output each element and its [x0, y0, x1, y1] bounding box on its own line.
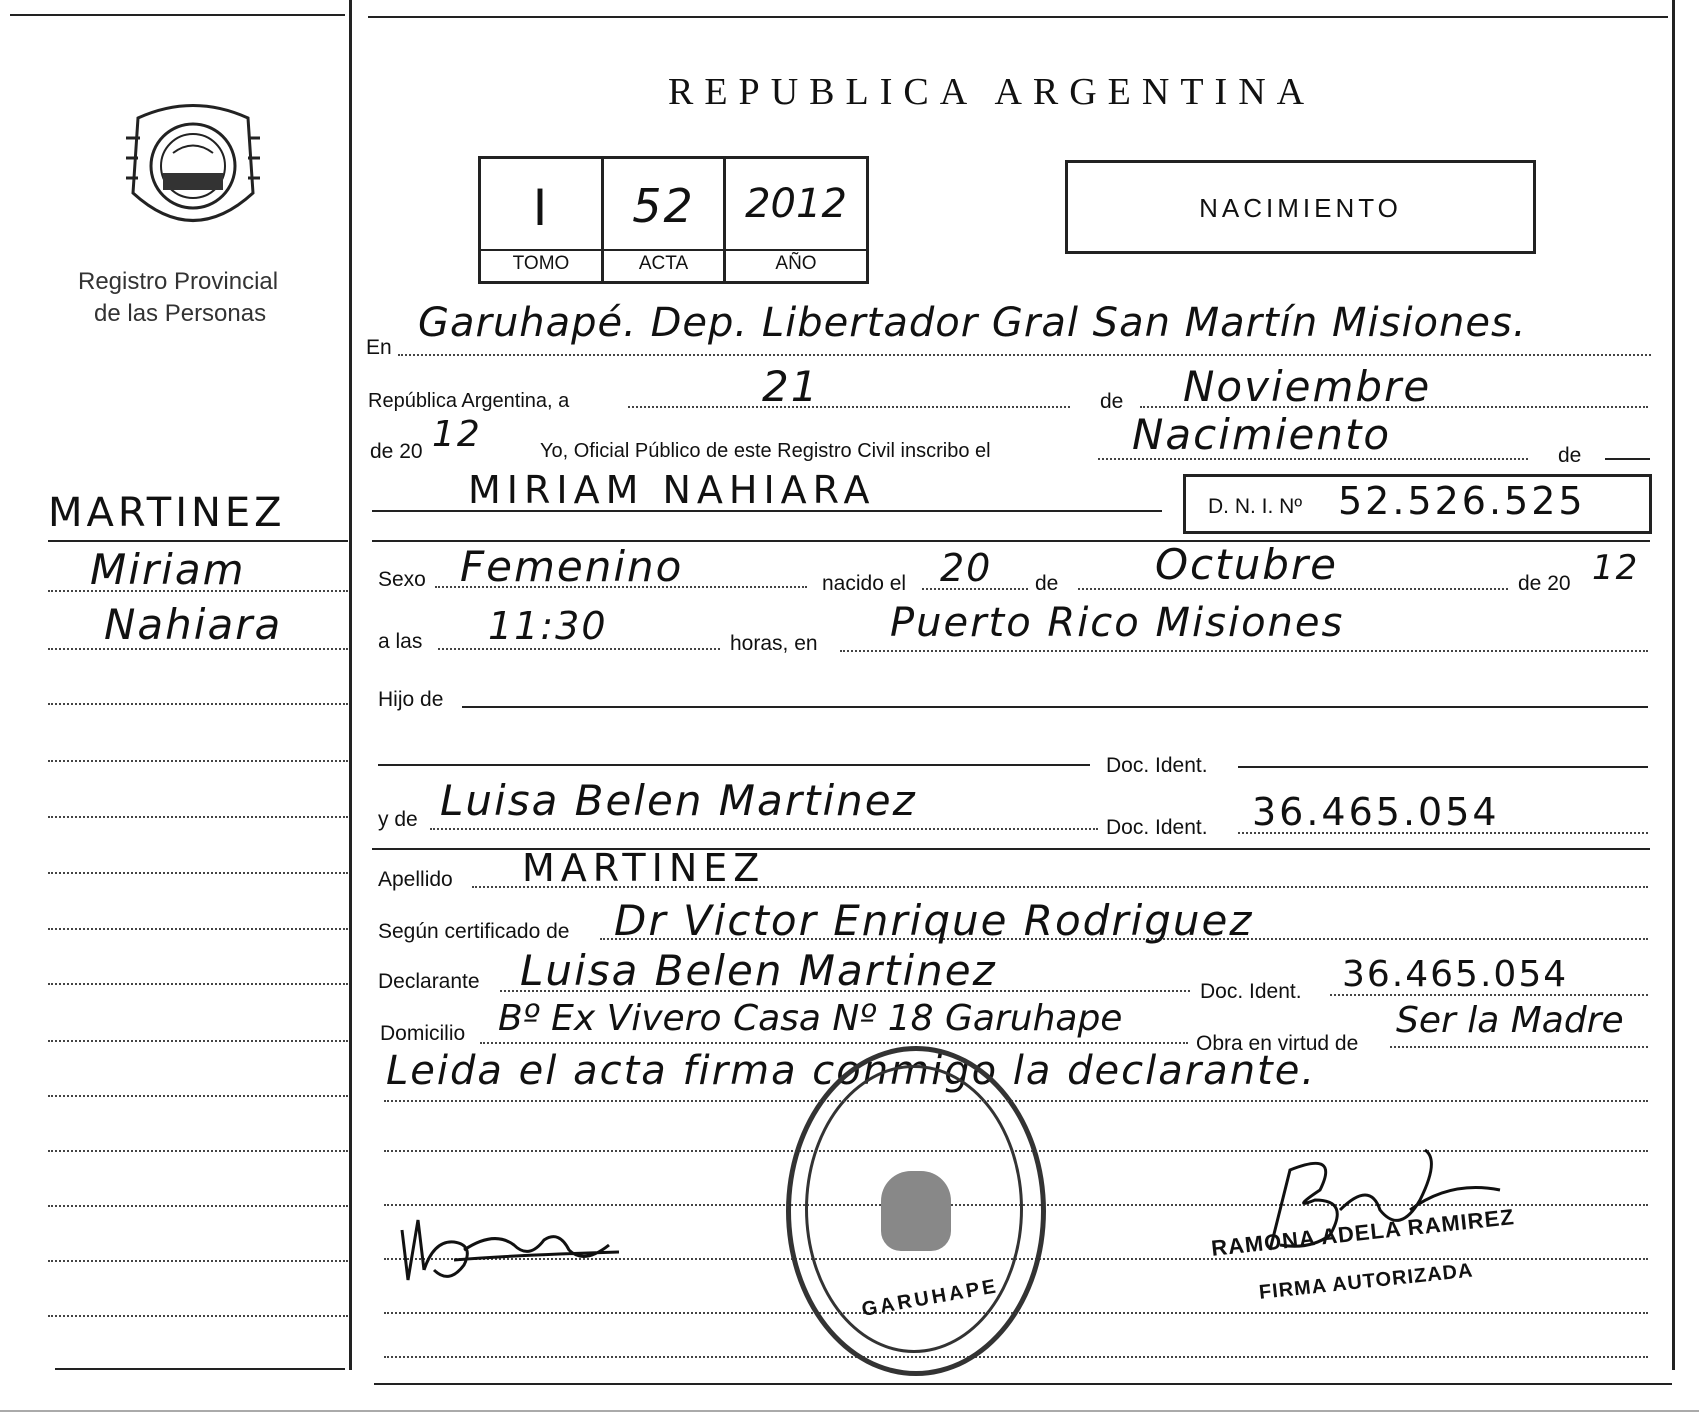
obra-value: Ser la Madre — [1396, 1000, 1624, 1041]
acta-label: ACTA — [638, 253, 689, 274]
left-bottom-rule — [55, 1368, 345, 1370]
sexo-value: Femenino — [460, 542, 684, 591]
de-label-2: de — [1558, 444, 1582, 467]
birth-place-line — [840, 650, 1648, 652]
domicilio-value: Bº Ex Vivero Casa Nº 18 Garuhape — [498, 998, 1123, 1039]
mother-value: Luisa Belen Martinez — [440, 776, 917, 825]
left-line-10 — [48, 1095, 348, 1097]
domicilio-line — [480, 1042, 1188, 1044]
stamp-role: FIRMA AUTORIZADA — [1258, 1259, 1475, 1304]
provincial-seal-logo — [118, 98, 268, 238]
nacido-label: nacido el — [822, 572, 907, 595]
mother-line — [430, 828, 1098, 830]
oficial-label: Yo, Oficial Público de este Registro Civil inscribo el — [540, 440, 991, 462]
horas-label: horas, en — [730, 632, 818, 655]
left-line-1 — [48, 590, 348, 592]
blank-line-5 — [384, 1356, 1648, 1358]
left-line-14 — [48, 1315, 348, 1317]
anio-value: 2012 — [745, 181, 847, 227]
dni-label: D. N. I. Nº — [1208, 495, 1303, 518]
mother-doc-value: 36.465.054 — [1252, 790, 1500, 834]
official-seal — [786, 1046, 1046, 1376]
record-type-box — [1065, 160, 1536, 254]
de20-label-2: de 20 — [1518, 572, 1571, 595]
dni-box — [1183, 474, 1652, 534]
right-border — [1672, 0, 1675, 1370]
obra-label: Obra en virtud de — [1196, 1032, 1359, 1055]
registry-name-line1: Registro Provincial — [78, 268, 279, 295]
anio-label: AÑO — [775, 253, 817, 274]
left-surname-rule — [48, 540, 348, 542]
left-line-8 — [48, 983, 348, 985]
republica-label: República Argentina, a — [368, 390, 570, 412]
obra-line — [1390, 1046, 1648, 1048]
hijo-label: Hijo de — [378, 688, 444, 711]
declarante-value: Luisa Belen Martinez — [520, 946, 997, 995]
seal-text: GARUHAPE — [860, 1275, 1001, 1321]
domicilio-label: Domicilio — [380, 1022, 466, 1045]
doc-ident-label-3: Doc. Ident. — [1200, 980, 1302, 1003]
place-value: Garuhapé. Dep. Libertador Gral San Martín Misiones. — [418, 300, 1527, 346]
alas-label: a las — [378, 630, 423, 653]
name-value: MIRIAM NAHIARA — [468, 468, 876, 512]
registry-number-box — [478, 156, 869, 284]
apellido-value: MARTINEZ — [522, 846, 766, 890]
doc-ident-label-2: Doc. Ident. — [1106, 816, 1208, 839]
en-line — [398, 354, 1651, 356]
registry-name-line2: de las Personas — [94, 300, 267, 327]
month-value: Noviembre — [1183, 362, 1432, 411]
acta-value: 52 — [632, 179, 695, 233]
left-line-5 — [48, 816, 348, 818]
left-top-rule — [10, 14, 345, 16]
de-line-2 — [1605, 458, 1650, 460]
de-label: de — [1100, 390, 1124, 413]
record-type: NACIMIENTO — [1199, 193, 1402, 223]
declarante-doc-value: 36.465.054 — [1342, 954, 1569, 995]
left-line-6 — [48, 872, 348, 874]
leida-value: Leida el acta firma conmigo la declarante. — [386, 1048, 1317, 1094]
page-title: REPUBLICA ARGENTINA — [668, 71, 1316, 113]
dni-value: 52.526.525 — [1338, 479, 1586, 523]
left-line-2 — [48, 648, 348, 650]
tomo-value: I — [532, 179, 550, 237]
main-bottom-rule — [374, 1383, 1672, 1385]
left-given-name-2: Nahiara — [104, 600, 283, 649]
time-value: 11:30 — [488, 604, 608, 648]
left-line-4 — [48, 760, 348, 762]
day-line — [628, 406, 1070, 408]
de20-label: de 20 — [370, 440, 423, 463]
segun-label: Según certificado de — [378, 920, 570, 943]
page-bottom-edge — [0, 1410, 1699, 1412]
doc-ident-line — [1238, 766, 1648, 768]
time-line — [438, 648, 720, 650]
left-line-12 — [48, 1205, 348, 1207]
birth-place-value: Puerto Rico Misiones — [890, 600, 1345, 646]
doctor-value: Dr Victor Enrique Rodriguez — [614, 896, 1254, 945]
yde-label: y de — [378, 808, 418, 831]
stamp-name: RAMONA ADELA RAMIREZ — [1210, 1204, 1516, 1261]
left-divider — [349, 0, 352, 1370]
de-label-3: de — [1035, 572, 1059, 595]
left-line-3 — [48, 703, 348, 705]
seal-emblem-icon — [881, 1171, 951, 1251]
left-line-11 — [48, 1150, 348, 1152]
left-given-name-1: Miriam — [90, 545, 246, 594]
left-line-7 — [48, 928, 348, 930]
declarant-signature — [394, 1190, 634, 1300]
leida-line — [384, 1100, 1648, 1102]
day-value: 21 — [762, 362, 820, 411]
left-surname: MARTINEZ — [48, 490, 286, 536]
tomo-label: TOMO — [512, 253, 570, 274]
declarante-label: Declarante — [378, 970, 480, 993]
birth-month-value: Octubre — [1155, 540, 1339, 589]
main-top-rule — [368, 16, 1668, 18]
sexo-label: Sexo — [378, 568, 426, 591]
birth-year-suffix: 12 — [1592, 548, 1640, 588]
hijo-line-2 — [378, 764, 1090, 766]
doc-ident-label: Doc. Ident. — [1106, 754, 1208, 777]
en-label: En — [366, 336, 392, 359]
hijo-line — [462, 706, 1648, 708]
apellido-label: Apellido — [378, 868, 453, 891]
year-suffix: 12 — [432, 414, 482, 455]
birth-day-value: 20 — [940, 546, 993, 590]
act-type-value: Nacimiento — [1132, 410, 1392, 459]
left-line-9 — [48, 1040, 348, 1042]
left-line-13 — [48, 1260, 348, 1262]
